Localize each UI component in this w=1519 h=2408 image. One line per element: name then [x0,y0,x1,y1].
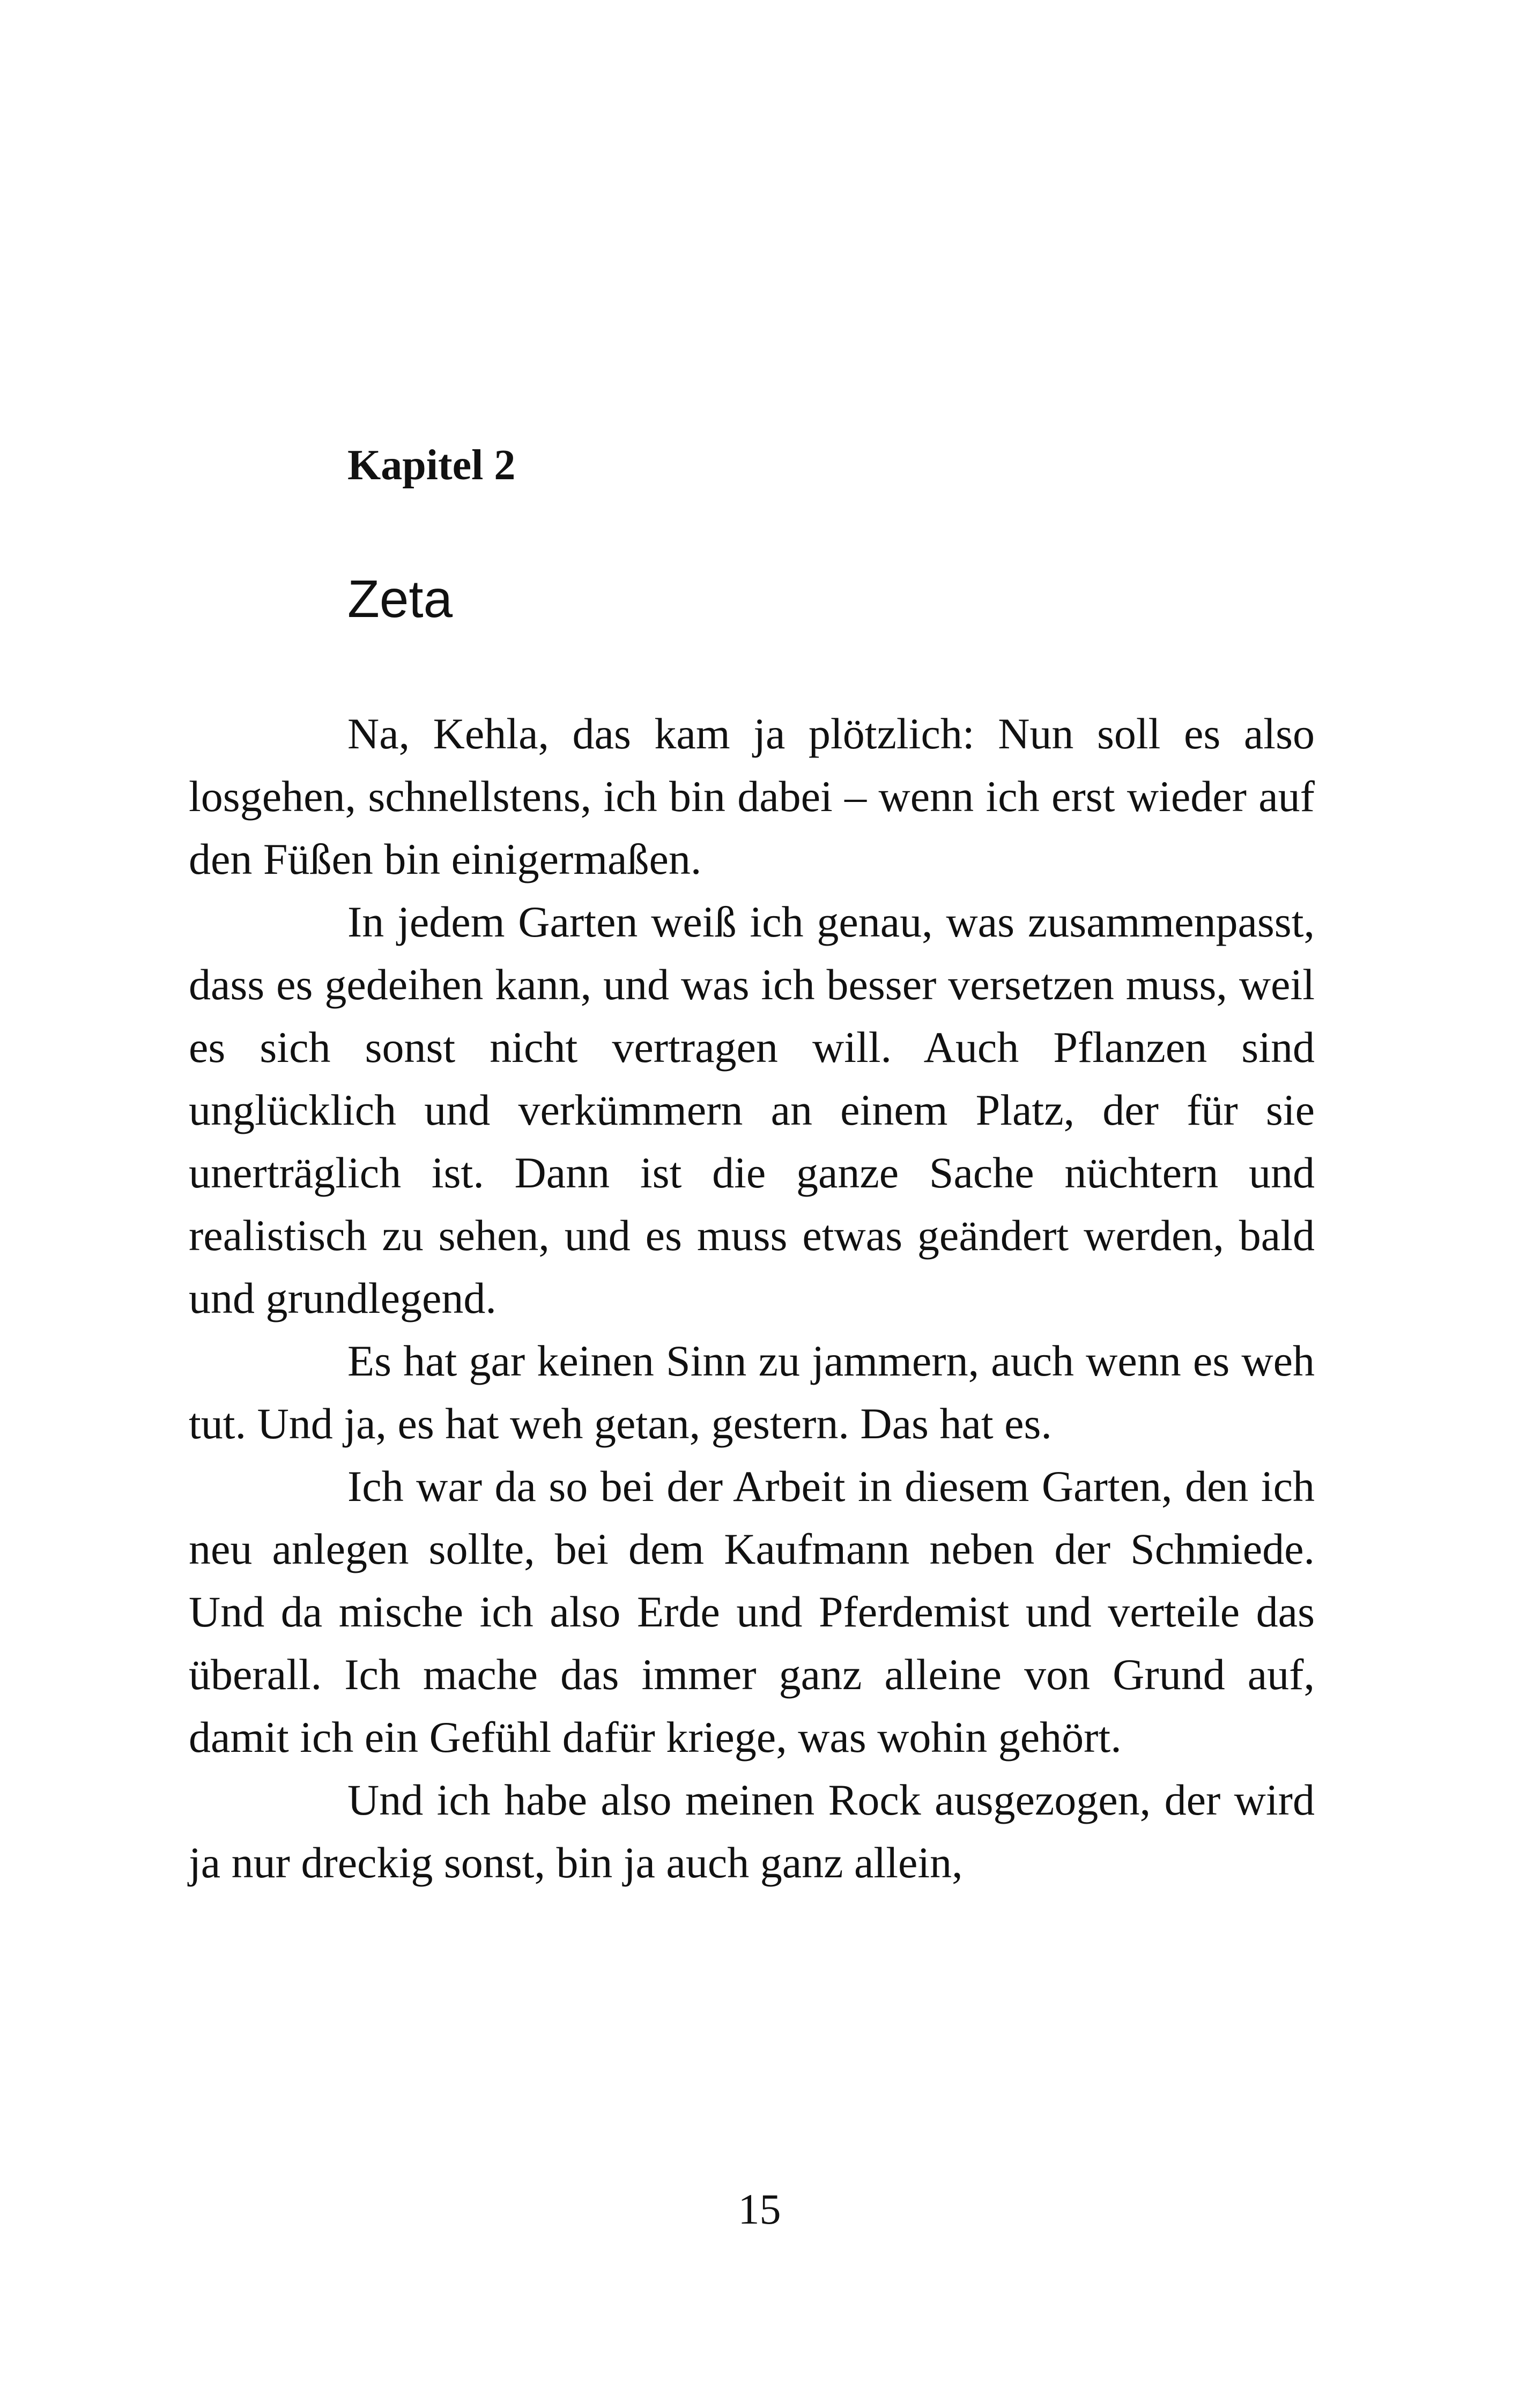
chapter-title: Zeta [347,569,453,628]
paragraph: Na, Kehla, das kam ja plötzlich: Nun soll es also losgehen, schnellstens, ich bin dabei – wenn ich erst wieder auf den Füßen bin einigermaßen. [189,709,1315,883]
paragraph: In jedem Garten weiß ich genau, was zusammenpasst, dass es gedeihen kann, und was ich besser versetzen muss, weil es sich sonst nicht vertragen will. Auch Pflanzen sind unglücklich und verkümmern an einem Platz, der für sie unerträglich ist. Dann ist die ganze Sache nüchtern und realistisch zu sehen, und es muss etwas geändert werden, bald und grundlegend. [189,897,1315,1322]
paragraph: Es hat gar keinen Sinn zu jammern, auch wenn es weh tut. Und ja, es hat weh getan, gestern. Das hat es. [189,1336,1315,1448]
body-text [189,702,1315,1894]
page-number: 15 [738,2186,781,2233]
paragraph: Und ich habe also meinen Rock ausgezogen, der wird ja nur dreckig sonst, bin ja auch ganz allein, [189,1775,1315,1887]
paragraph: Ich war da so bei der Arbeit in diesem Garten, den ich neu anlegen sollte, bei dem Kaufmann neben der Schmiede. Und da mische ich also Erde und Pferdemist und verteile das überall. Ich mache das immer ganz alleine von Grund auf, damit ich ein Gefühl dafür kriege, was wohin gehört. [189,1462,1315,1762]
chapter-label: Kapitel 2 [347,442,516,489]
